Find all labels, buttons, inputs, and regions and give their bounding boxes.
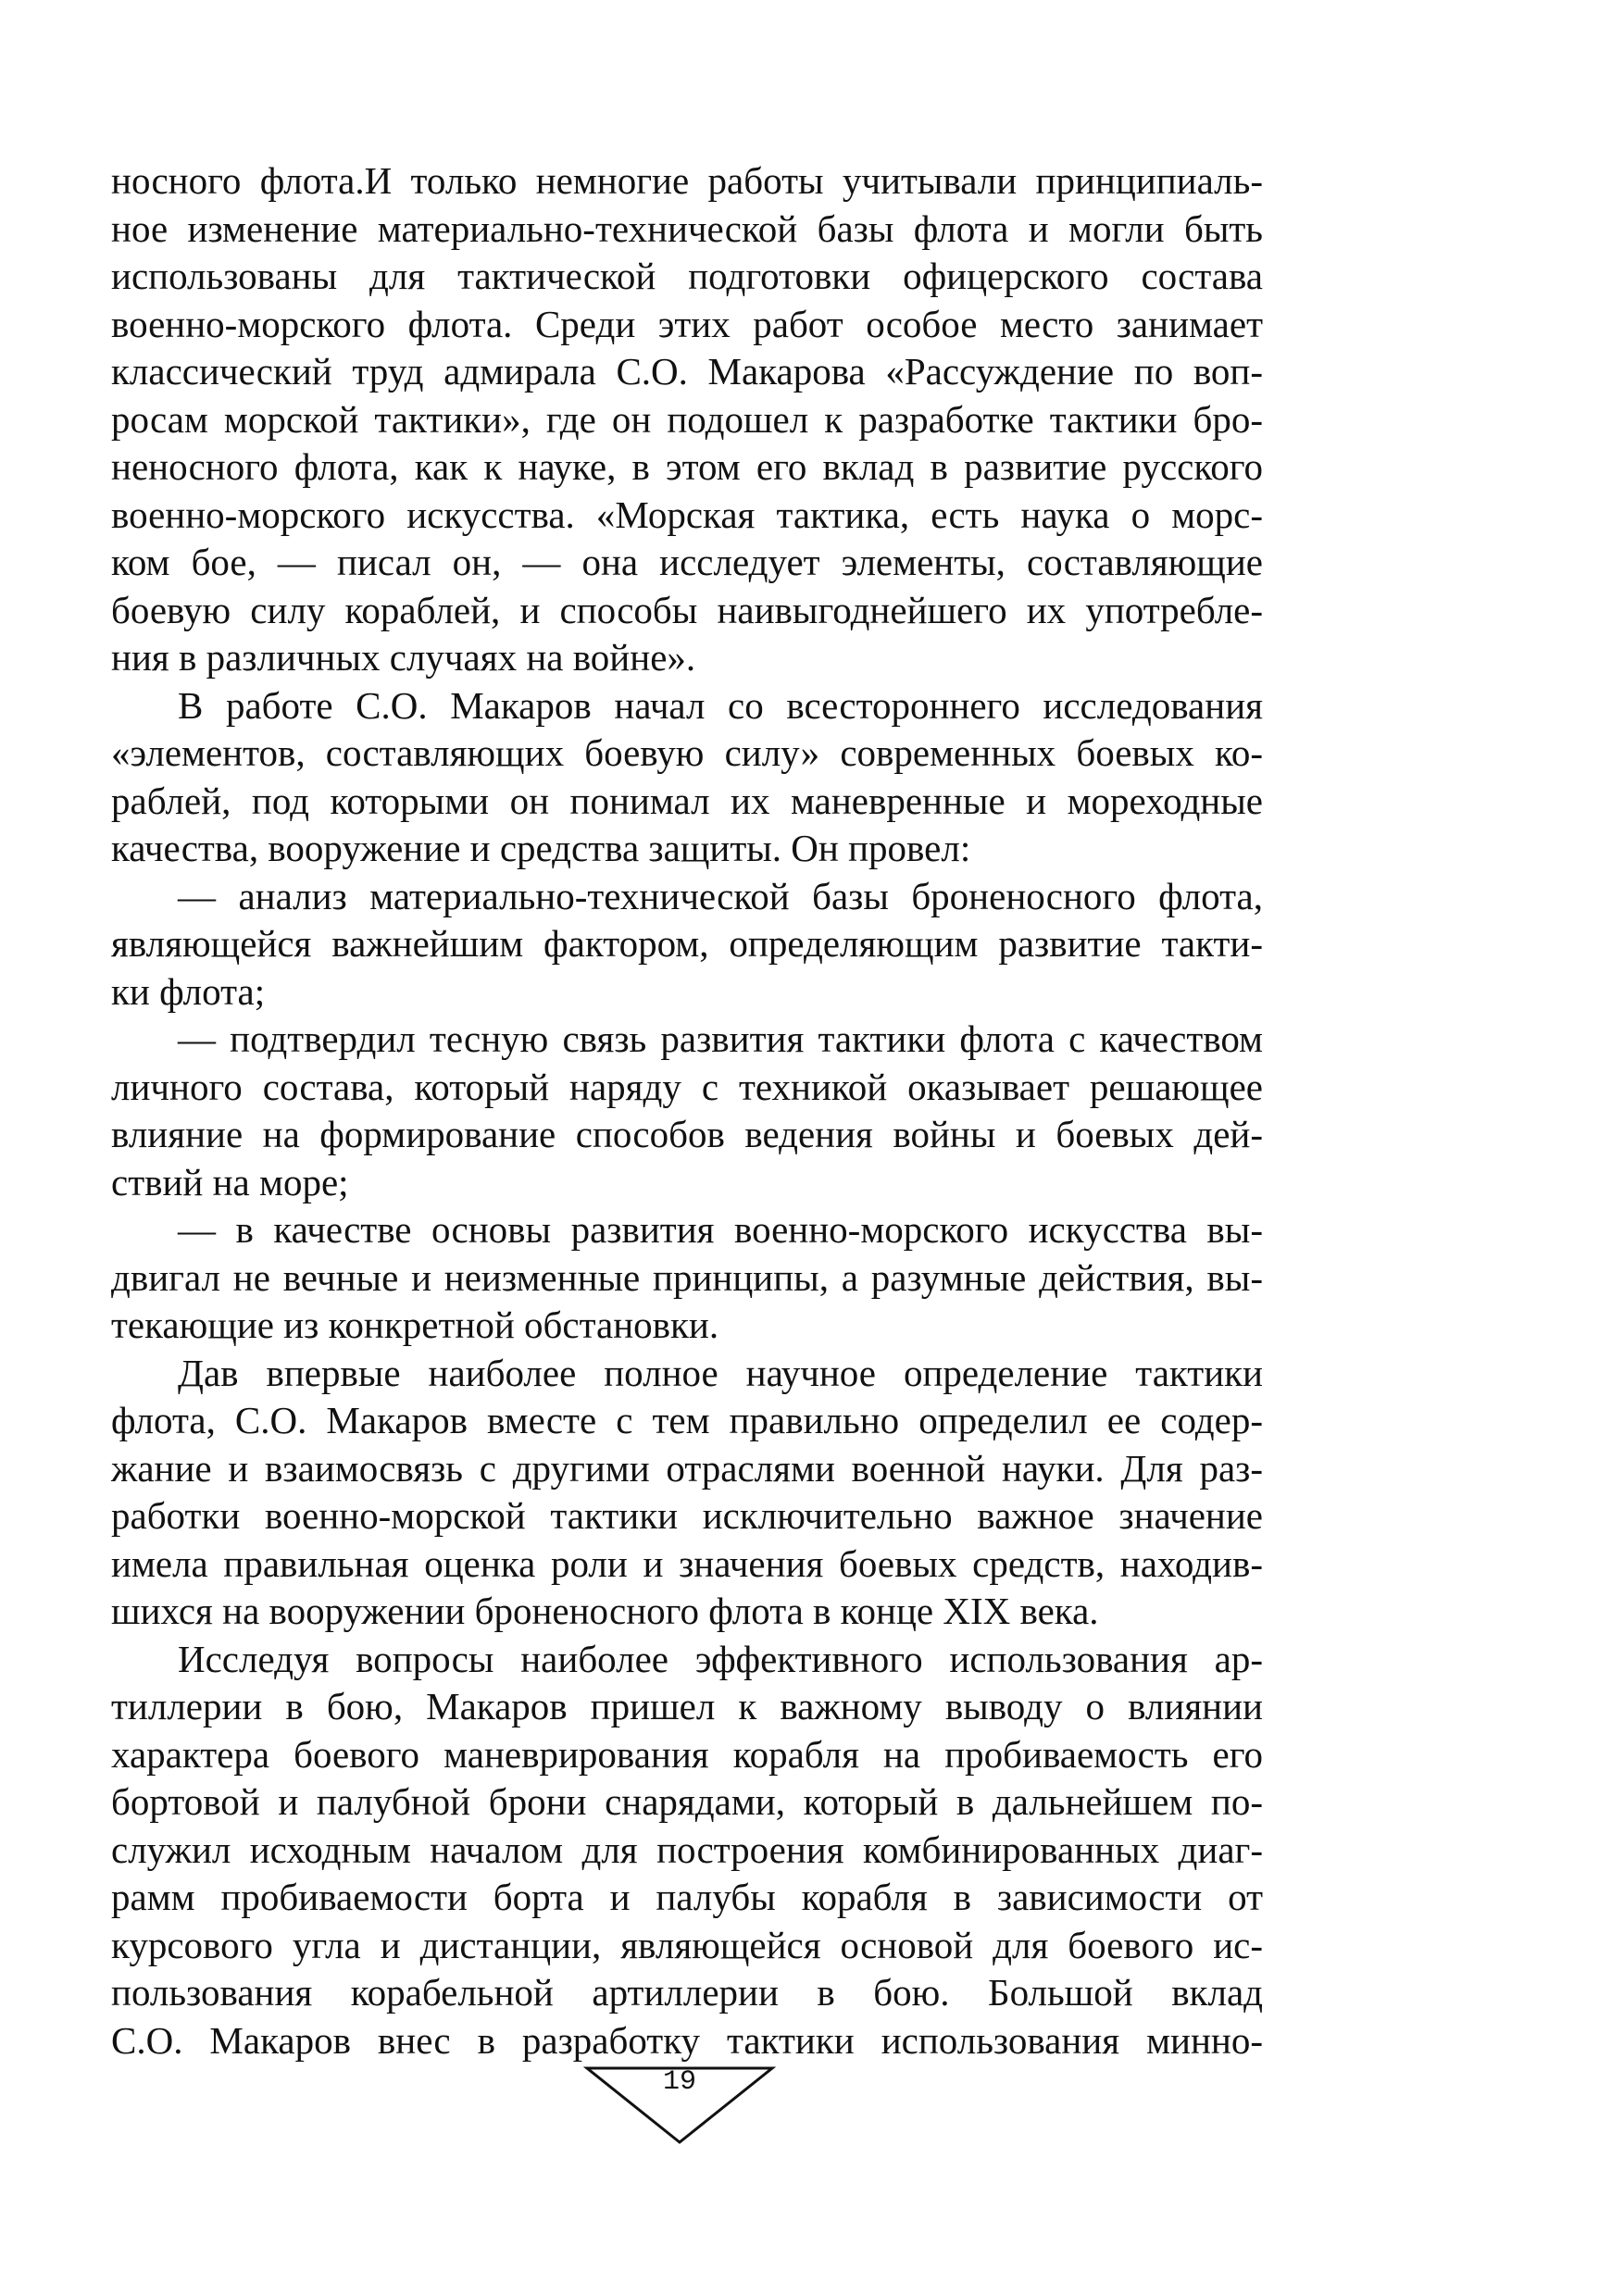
- text-line: курсового угла и дистанции, являющейся основой для боевого ис-: [111, 1923, 1263, 1966]
- text-line: боевую силу кораблей, и способы наивыгоднейшего их употребле-: [111, 588, 1263, 631]
- text-line: ком бое, — писал он, — она исследует элементы, составляющие: [111, 541, 1263, 583]
- text-line: росам морской тактики», где он подошел к разработке тактики бро-: [111, 397, 1263, 441]
- body-text: [111, 157, 1263, 2064]
- text-line: тиллерии в бою, Макаров пришел к важному выводу о влиянии: [111, 1685, 1263, 1727]
- text-line: служил исходным началом для построения комбинированных диаг-: [111, 1827, 1263, 1871]
- text-line: бортовой и палубной брони снарядами, который в дальнейшем по-: [111, 1780, 1263, 1823]
- text-line: шихся на вооружении броненосного флота в конце XIX века.: [111, 1590, 1099, 1632]
- text-line: носного флота.И только немногие работы учитывали принципиаль-: [111, 159, 1263, 202]
- text-line: жание и взаимосвязь с другими отраслями военной науки. Для раз-: [111, 1446, 1263, 1490]
- text-line: «элементов, составляющих боевую силу» современных боевых ко-: [111, 731, 1263, 774]
- paragraph-first-line: В работе С.О. Макаров начал со всестороннего исследования: [178, 683, 1263, 727]
- page-number: 19: [662, 2066, 696, 2098]
- text-line: ствий на море;: [111, 1160, 349, 1204]
- text-line: ное изменение материально-технической базы флота и могли быть: [111, 206, 1263, 250]
- text-line: ния в различных случаях на войне».: [111, 636, 696, 679]
- text-line: военно-морского флота. Среди этих работ особое место занимает: [111, 302, 1263, 345]
- page-number-marker: [581, 2064, 778, 2148]
- text-line: характера боевого маневрирования корабля на пробиваемость его: [111, 1732, 1263, 1776]
- text-line: раблей, под которыми он понимал их маневренные и мореходные: [111, 779, 1263, 822]
- text-line: имела правильная оценка роли и значения боевых средств, находив-: [111, 1541, 1263, 1585]
- text-line: пользования корабельной артиллерии в бою. Большой вклад: [111, 1971, 1263, 2014]
- text-line: являющейся важнейшим фактором, определяющим развитие такти-: [111, 922, 1263, 965]
- text-line: флота, С.О. Макаров вместе с тем правильно определил ее содер-: [111, 1399, 1263, 1441]
- text-line: классический труд адмирала С.О. Макарова «Рассуждение по воп-: [111, 350, 1263, 393]
- paragraph-first-line: Исследуя вопросы наиболее эффективного использования ар-: [178, 1637, 1263, 1680]
- text-line: рамм пробиваемости борта и палубы корабля в зависимости от: [111, 1876, 1263, 1918]
- text-line: влияние на формирование способов ведения войны и боевых дей-: [111, 1113, 1263, 1155]
- paragraph-first-line: — подтвердил тесную связь развития тактики флота с качеством: [178, 1017, 1263, 1060]
- paragraph-first-line: Дав впервые наиболее полное научное определение тактики: [178, 1351, 1263, 1394]
- text-line: работки военно-морской тактики исключительно важное значение: [111, 1494, 1263, 1537]
- text-line: С.О. Макаров внес в разработку тактики использования минно-: [111, 2018, 1263, 2062]
- text-line: использованы для тактической подготовки офицерского состава: [111, 255, 1263, 297]
- text-line: двигал не вечные и неизменные принципы, а разумные действия, вы-: [111, 1255, 1263, 1299]
- paragraph-first-line: — в качестве основы развития военно-морского искусства вы-: [178, 1208, 1263, 1251]
- text-line: качества, вооружение и средства защиты. Он провел:: [111, 827, 971, 869]
- text-line: ки флота;: [111, 969, 266, 1013]
- text-line: текающие из конкретной обстановки.: [111, 1303, 719, 1346]
- text-line: военно-морского искусства. «Морская тактика, есть наука о морс-: [111, 493, 1263, 536]
- text-line: личного состава, который наряду с техникой оказывает решающее: [111, 1065, 1263, 1108]
- paragraph-first-line: — анализ материально-технической базы броненосного флота,: [178, 874, 1263, 917]
- text-line: неносного флота, как к науке, в этом его вклад в развитие русского: [111, 445, 1263, 488]
